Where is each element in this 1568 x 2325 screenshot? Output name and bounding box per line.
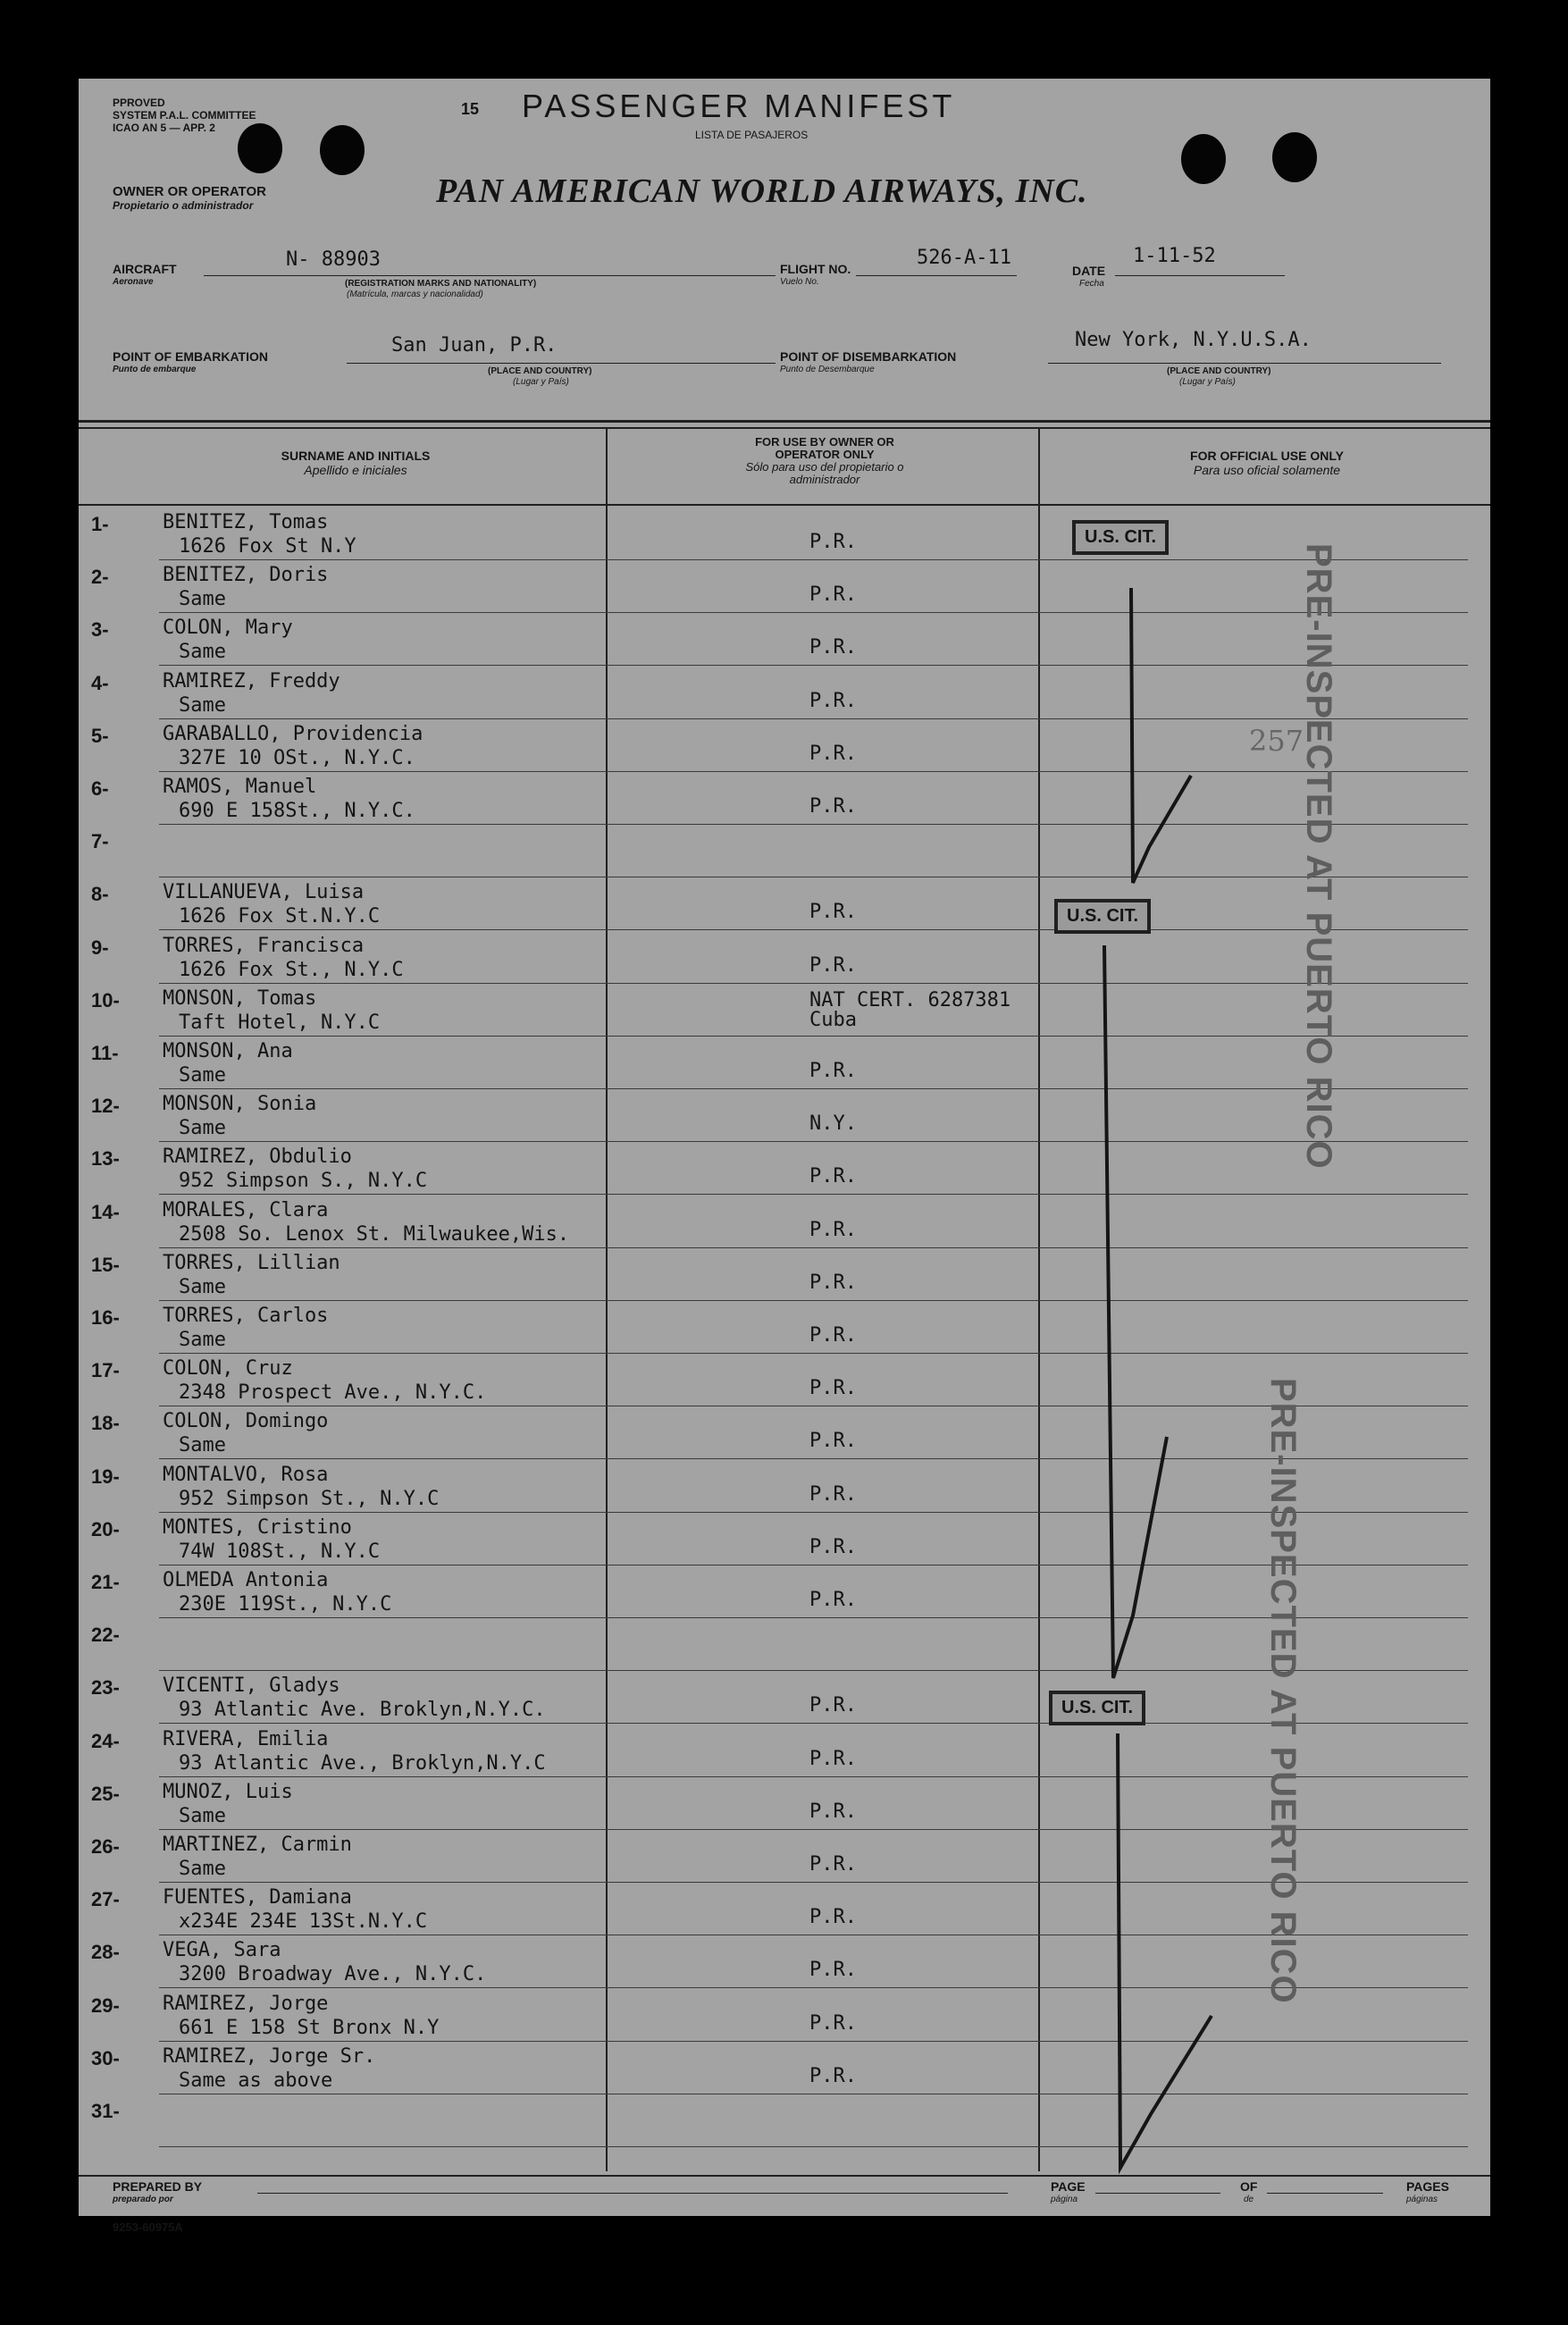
- row-number: 26-: [91, 1835, 120, 1858]
- row-rule: [159, 929, 1468, 930]
- row-number: 22-: [91, 1624, 120, 1646]
- passenger-address: x234E 234E 13St.N.Y.C: [179, 1910, 428, 1933]
- row-number: 16-: [91, 1306, 120, 1329]
- passenger-name: OLMEDA Antonia: [163, 1569, 329, 1591]
- passenger-address: 93 Atlantic Ave. Broklyn,N.Y.C.: [179, 1699, 546, 1721]
- passenger-name: COLON, Cruz: [163, 1357, 293, 1380]
- row-number: 6-: [91, 777, 109, 800]
- passenger-address: Same: [179, 1858, 226, 1880]
- owner-note: P.R.: [809, 743, 857, 765]
- passenger-address: 327E 10 OSt., N.Y.C.: [179, 747, 415, 769]
- passenger-name: MORALES, Clara: [163, 1199, 329, 1221]
- embark-label: POINT OF EMBARKATION: [113, 349, 268, 364]
- row-rule: [159, 1247, 1468, 1248]
- owner-note: P.R.: [809, 1800, 857, 1823]
- row-number: 28-: [91, 1941, 120, 1963]
- passenger-address: Same as above: [179, 2069, 333, 2092]
- punch-hole: [1181, 134, 1226, 184]
- row-number: 15-: [91, 1254, 120, 1276]
- table-row: [79, 828, 1490, 878]
- owner-note: P.R.: [809, 1430, 857, 1452]
- flight-number: 526-A-11: [917, 247, 1011, 269]
- passenger-name: RAMOS, Manuel: [163, 776, 317, 798]
- us-citizen-stamp: U.S. CIT.: [1049, 1691, 1145, 1725]
- passenger-address: 2348 Prospect Ave., N.Y.C.: [179, 1381, 487, 1404]
- disembark-place: New York, N.Y.U.S.A.: [1075, 329, 1312, 351]
- owner-note: P.R.: [809, 1165, 857, 1188]
- aircraft-label-es: Aeronave: [113, 277, 154, 287]
- passenger-address: 2508 So. Lenox St. Milwaukee,Wis.: [179, 1223, 570, 1246]
- passenger-address: 952 Simpson S., N.Y.C: [179, 1170, 428, 1192]
- row-number: 1-: [91, 513, 109, 535]
- passenger-name: MUNOZ, Luis: [163, 1781, 293, 1803]
- passenger-address: 3200 Broadway Ave., N.Y.C.: [179, 1963, 487, 1985]
- passenger-address: Same: [179, 588, 226, 610]
- row-number: 8-: [91, 883, 109, 905]
- passenger-name: COLON, Domingo: [163, 1410, 329, 1432]
- owner-note: P.R.: [809, 1959, 857, 1981]
- owner-note: P.R.: [809, 1589, 857, 1611]
- passenger-address: Same: [179, 641, 226, 663]
- us-citizen-stamp: U.S. CIT.: [1054, 899, 1151, 934]
- preinspected-stamp: PRE-INSPECTED AT PUERTO RICO: [1263, 1378, 1303, 2004]
- page-title: PASSENGER MANIFEST: [522, 88, 956, 124]
- row-number: 10-: [91, 989, 120, 1011]
- date-label-es: Fecha: [1079, 279, 1104, 289]
- table-row: [79, 1040, 1490, 1090]
- owner-note: P.R.: [809, 1748, 857, 1770]
- owner-note: P.R.: [809, 1694, 857, 1716]
- us-citizen-stamp: U.S. CIT.: [1072, 520, 1169, 555]
- table-row: [79, 987, 1490, 1037]
- row-number: 7-: [91, 830, 109, 852]
- flight-date: 1-11-52: [1133, 245, 1216, 267]
- passenger-name: BENITEZ, Doris: [163, 564, 329, 586]
- column-header-name: SURNAME AND INITIALS Apellido e iniciales: [281, 449, 431, 477]
- passenger-address: Same: [179, 1276, 226, 1298]
- passenger-address: 690 E 158St., N.Y.C.: [179, 800, 415, 822]
- passenger-name: TORRES, Lillian: [163, 1252, 340, 1274]
- of-label: OF: [1240, 2179, 1258, 2194]
- row-rule: [159, 1088, 1468, 1089]
- row-number: 12-: [91, 1095, 120, 1117]
- page-title-es: LISTA DE PASAJEROS: [695, 129, 809, 141]
- owner-note: P.R.: [809, 2012, 857, 2035]
- passenger-name: MONTES, Cristino: [163, 1516, 352, 1539]
- table-row: [79, 776, 1490, 826]
- row-rule: [159, 718, 1468, 719]
- passenger-address: 230E 119St., N.Y.C: [179, 1593, 392, 1616]
- table-row: [79, 1146, 1490, 1196]
- punch-hole: [320, 125, 365, 175]
- row-number: 30-: [91, 2047, 120, 2069]
- table-row: [79, 1199, 1490, 1249]
- preinspected-stamp: PRE-INSPECTED AT PUERTO RICO: [1299, 543, 1338, 1170]
- owner-note: P.R.: [809, 2065, 857, 2087]
- passenger-address: Same: [179, 1117, 226, 1139]
- row-rule: [159, 1141, 1468, 1142]
- punch-hole: [1272, 132, 1317, 182]
- owner-note: P.R.: [809, 1324, 857, 1347]
- passenger-name: TORRES, Carlos: [163, 1305, 329, 1327]
- owner-note: N.Y.: [809, 1112, 857, 1135]
- place-note-es: (Lugar y País): [1179, 377, 1236, 387]
- owner-note: P.R.: [809, 795, 857, 818]
- owner-note: NAT CERT. 6287381 Cuba: [809, 989, 1023, 1031]
- registration-note-es: (Matrícula, marcas y nacionalidad): [347, 290, 483, 299]
- row-number: 13-: [91, 1147, 120, 1170]
- row-number: 24-: [91, 1730, 120, 1752]
- row-number: 17-: [91, 1359, 120, 1381]
- row-number: 29-: [91, 1994, 120, 2017]
- form-code: 9253-60975A: [113, 2220, 183, 2234]
- disembark-label-es: Punto de Desembarque: [780, 365, 875, 374]
- pages-label: PAGES: [1406, 2179, 1449, 2194]
- manifest-page: [79, 79, 1490, 2234]
- table-top-rule: [79, 420, 1490, 423]
- owner-note: P.R.: [809, 954, 857, 977]
- row-number: 5-: [91, 725, 109, 747]
- prepared-label-es: preparado por: [113, 2195, 173, 2204]
- place-note-es: (Lugar y País): [513, 377, 569, 387]
- aircraft-registration: N- 88903: [286, 248, 381, 271]
- owner-note: P.R.: [809, 901, 857, 923]
- passenger-name: VICENTI, Gladys: [163, 1675, 340, 1697]
- passenger-address: 1626 Fox St.N.Y.C: [179, 905, 381, 927]
- owner-note: P.R.: [809, 1060, 857, 1082]
- passenger-address: Taft Hotel, N.Y.C: [179, 1011, 381, 1034]
- passenger-name: VILLANUEVA, Luisa: [163, 881, 365, 903]
- passenger-address: 1626 Fox St N.Y: [179, 535, 356, 558]
- passenger-name: RAMIREZ, Freddy: [163, 670, 340, 692]
- punch-hole: [238, 123, 282, 173]
- row-rule: [159, 1194, 1468, 1195]
- flight-label: FLIGHT NO.: [780, 262, 851, 276]
- row-number: 21-: [91, 1571, 120, 1593]
- form-mark: 15: [461, 100, 480, 118]
- passenger-address: Same: [179, 1434, 226, 1456]
- of-label-es: de: [1244, 2195, 1254, 2204]
- row-number: 19-: [91, 1465, 120, 1488]
- table-row: [79, 935, 1490, 985]
- place-note: (PLACE AND COUNTRY): [1167, 366, 1271, 376]
- owner-note: P.R.: [809, 1853, 857, 1876]
- passenger-address: Same: [179, 1064, 226, 1087]
- owner-note: P.R.: [809, 531, 857, 553]
- row-number: 4-: [91, 672, 109, 694]
- row-rule: [159, 612, 1468, 613]
- place-note: (PLACE AND COUNTRY): [488, 366, 592, 376]
- passenger-address: 952 Simpson St., N.Y.C: [179, 1488, 440, 1510]
- row-number: 25-: [91, 1783, 120, 1805]
- approval-line: PPROVED: [113, 97, 165, 109]
- row-number: 14-: [91, 1201, 120, 1223]
- table-row: [79, 617, 1490, 667]
- owner-label: OWNER OR OPERATOR: [113, 184, 266, 199]
- row-rule: [159, 771, 1468, 772]
- passenger-address: Same: [179, 694, 226, 717]
- approval-line: ICAO AN 5 — APP. 2: [113, 122, 215, 134]
- row-number: 18-: [91, 1412, 120, 1434]
- table-row: [79, 1252, 1490, 1302]
- row-rule: [159, 983, 1468, 984]
- passenger-name: RIVERA, Emilia: [163, 1728, 329, 1750]
- column-header-official: FOR OFFICIAL USE ONLY Para uso oficial solamente: [1190, 449, 1344, 477]
- disembark-label: POINT OF DISEMBARKATION: [780, 349, 957, 364]
- row-number: 31-: [91, 2100, 120, 2122]
- table-row: [79, 881, 1490, 931]
- passenger-address: 661 E 158 St Bronx N.Y: [179, 2017, 440, 2039]
- passenger-address: Same: [179, 1805, 226, 1827]
- passenger-name: VEGA, Sara: [163, 1939, 281, 1961]
- owner-note: P.R.: [809, 1377, 857, 1399]
- passenger-address: 1626 Fox St., N.Y.C: [179, 959, 404, 981]
- owner-label-es: Propietario o administrador: [113, 199, 254, 212]
- owner-note: P.R.: [809, 1219, 857, 1241]
- count-stamp: 257: [1249, 724, 1304, 758]
- flight-label-es: Vuelo No.: [780, 277, 819, 287]
- aircraft-label: AIRCRAFT: [113, 262, 177, 276]
- owner-note: P.R.: [809, 1272, 857, 1294]
- owner-note: P.R.: [809, 583, 857, 606]
- passenger-name: BENITEZ, Tomas: [163, 511, 329, 533]
- row-rule: [159, 1353, 1468, 1354]
- date-label: DATE: [1072, 264, 1106, 278]
- passenger-address: 93 Atlantic Ave., Broklyn,N.Y.C: [179, 1752, 546, 1775]
- row-number: 9-: [91, 936, 109, 959]
- approval-line: SYSTEM P.A.L. COMMITTEE: [113, 109, 256, 122]
- row-rule: [159, 559, 1468, 560]
- passenger-address: 74W 108St., N.Y.C: [179, 1540, 381, 1563]
- passenger-name: MONSON, Sonia: [163, 1093, 317, 1115]
- row-rule: [159, 824, 1468, 825]
- passenger-name: MONTALVO, Rosa: [163, 1464, 329, 1486]
- pages-label-es: páginas: [1406, 2195, 1438, 2204]
- row-number: 23-: [91, 1676, 120, 1699]
- owner-note: P.R.: [809, 690, 857, 712]
- row-rule: [159, 665, 1468, 666]
- passenger-name: RAMIREZ, Obdulio: [163, 1146, 352, 1168]
- row-number: 3-: [91, 618, 109, 641]
- table-row: [79, 670, 1490, 720]
- owner-note: P.R.: [809, 636, 857, 659]
- row-rule: [159, 1300, 1468, 1301]
- column-header-owner: FOR USE BY OWNER OR OPERATOR ONLY Sólo para uso del propietario o administrador: [745, 435, 904, 486]
- table-row: [79, 564, 1490, 614]
- table-row: [79, 511, 1490, 561]
- page-label-es: página: [1051, 2195, 1078, 2204]
- passenger-name: MONSON, Ana: [163, 1040, 293, 1062]
- passenger-address: Same: [179, 1329, 226, 1351]
- check-mark: [1061, 1730, 1285, 2186]
- embark-place: San Juan, P.R.: [391, 334, 558, 357]
- row-rule: [159, 1036, 1468, 1037]
- passenger-name: RAMIREZ, Jorge: [163, 1993, 329, 2015]
- registration-note: (REGISTRATION MARKS AND NATIONALITY): [345, 279, 537, 289]
- passenger-name: MONSON, Tomas: [163, 987, 317, 1010]
- airline-name: PAN AMERICAN WORLD AIRWAYS, INC.: [436, 172, 1088, 210]
- embark-label-es: Punto de embarque: [113, 365, 197, 374]
- check-mark: [1061, 552, 1240, 910]
- row-number: 11-: [91, 1042, 119, 1064]
- passenger-name: GARABALLO, Providencia: [163, 723, 423, 745]
- passenger-name: RAMIREZ, Jorge Sr.: [163, 2045, 376, 2068]
- owner-note: P.R.: [809, 1536, 857, 1558]
- owner-note: P.R.: [809, 1906, 857, 1928]
- passenger-name: FUENTES, Damiana: [163, 1886, 352, 1909]
- owner-note: P.R.: [809, 1483, 857, 1506]
- prepared-label: PREPARED BY: [113, 2179, 203, 2194]
- row-number: 27-: [91, 1888, 120, 1910]
- passenger-name: TORRES, Francisca: [163, 935, 365, 957]
- passenger-name: MARTINEZ, Carmin: [163, 1834, 352, 1856]
- check-mark: [1061, 936, 1240, 1705]
- table-row: [79, 1305, 1490, 1355]
- page-label: PAGE: [1051, 2179, 1086, 2194]
- row-number: 20-: [91, 1518, 120, 1540]
- row-number: 2-: [91, 566, 109, 588]
- passenger-name: COLON, Mary: [163, 617, 293, 639]
- table-row: [79, 1093, 1490, 1143]
